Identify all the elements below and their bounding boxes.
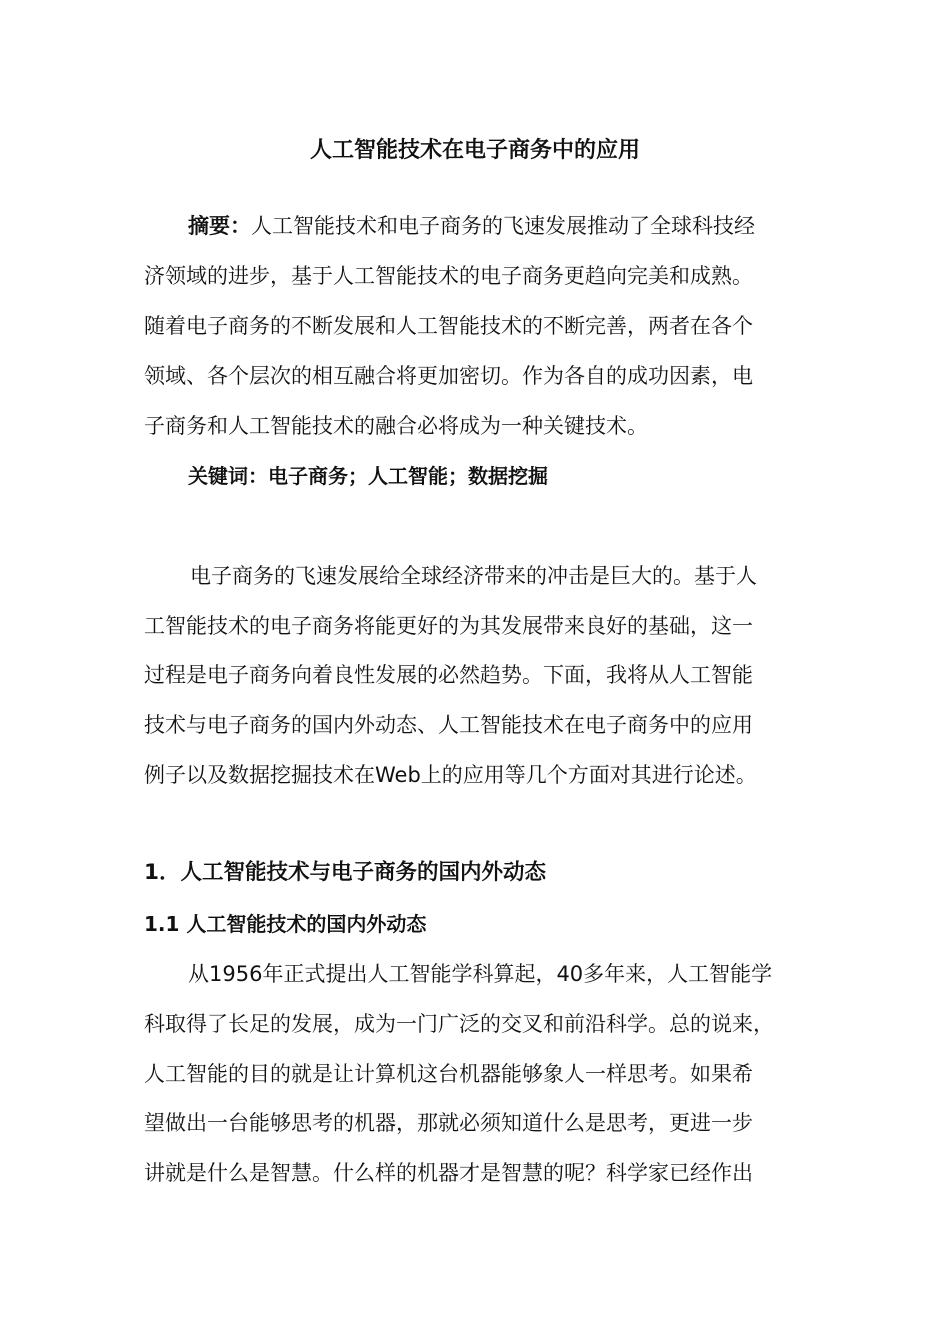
section-1-1-line-4: 望做出一台能够思考的机器，那就必须知道什么是思考，更进一步 <box>144 1111 753 1135</box>
abstract-label: 摘要： <box>188 214 251 238</box>
section-1-1-heading: 1.1 人工智能技术的国内外动态 <box>144 912 427 936</box>
abstract-line-4: 领域、各个层次的相互融合将更加密切。作为各自的成功因素，电 <box>144 364 753 388</box>
intro-line-4: 技术与电子商务的国内外动态、人工智能技术在电子商务中的应用 <box>144 713 753 737</box>
intro-line-3: 过程是电子商务向着良性发展的必然趋势。下面，我将从人工智能 <box>144 663 753 687</box>
keywords-value: 电子商务；人工智能；数据挖掘 <box>268 464 548 488</box>
section-1-1-line-2: 科取得了长足的发展，成为一门广泛的交叉和前沿科学。总的说来， <box>144 1012 774 1036</box>
abstract-line-5: 子商务和人工智能技术的融合必将成为一种关键技术。 <box>144 414 648 438</box>
section-1-1-line-5: 讲就是什么是智慧。什么样的机器才是智慧的呢？科学家已经作出 <box>144 1161 753 1185</box>
intro-line-5: 例子以及数据挖掘技术在Web上的应用等几个方面对其进行论述。 <box>144 763 757 787</box>
section-1-1-line-1: 从1956年正式提出人工智能学科算起，40多年来，人工智能学 <box>188 962 773 986</box>
intro-line-1: 电子商务的飞速发展给全球经济带来的冲击是巨大的。基于人 <box>190 564 757 588</box>
abstract-line-1 <box>188 212 755 240</box>
document-title: 人工智能技术在电子商务中的应用 <box>309 138 640 163</box>
section-1-1-line-3: 人工智能的目的就是让计算机这台机器能够象人一样思考。如果希 <box>144 1062 753 1086</box>
section-1-heading: 1．人工智能技术与电子商务的国内外动态 <box>144 860 546 885</box>
abstract-line-2: 济领域的进步，基于人工智能技术的电子商务更趋向完美和成熟。 <box>144 264 753 288</box>
abstract-text-1: 人工智能技术和电子商务的飞速发展推动了全球科技经 <box>251 214 755 238</box>
keywords-line <box>188 462 548 490</box>
intro-line-2: 工智能技术的电子商务将能更好的为其发展带来良好的基础，这一 <box>144 614 753 638</box>
keywords-label: 关键词： <box>188 464 268 488</box>
abstract-line-3: 随着电子商务的不断发展和人工智能技术的不断完善，两者在各个 <box>144 314 753 338</box>
